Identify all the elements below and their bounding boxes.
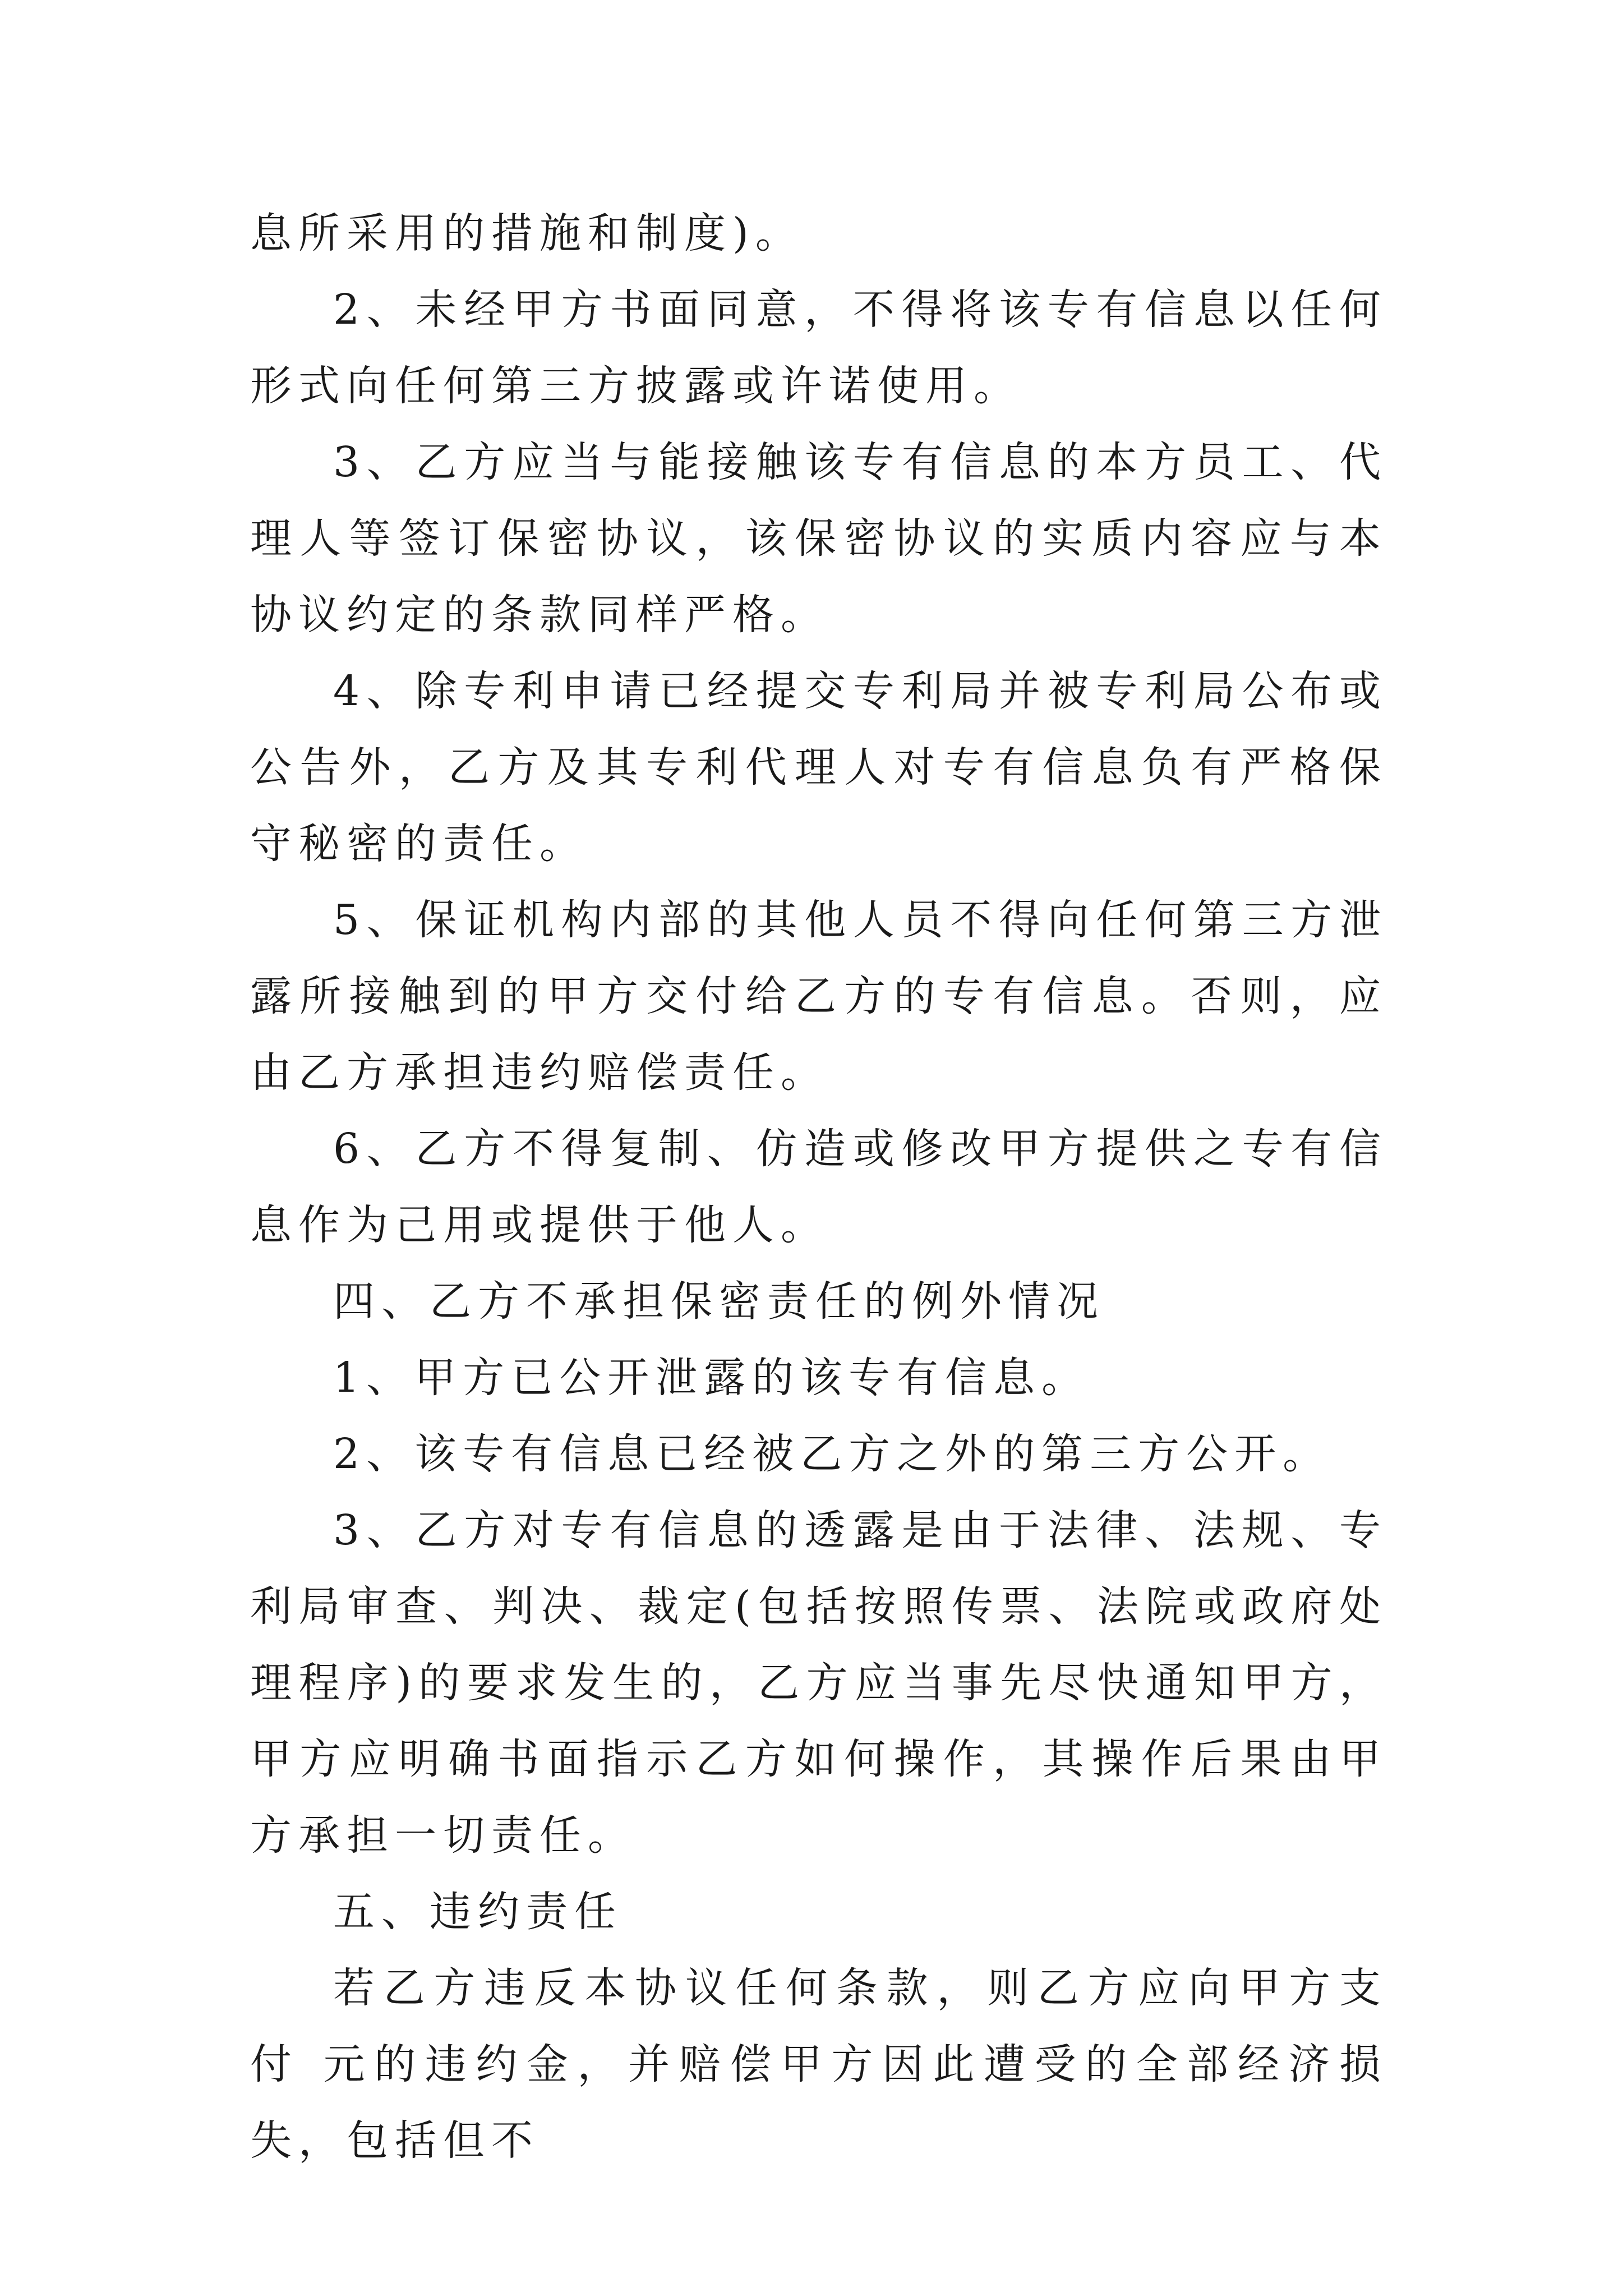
paragraph-clause-4: 4、除专利申请已经提交专利局并被专利局公布或公告外，乙方及其专利代理人对专有信息负有严格保守秘密的责任。 [250,667,1387,868]
paragraph-clause-2: 2、未经甲方书面同意，不得将该专有信息以任何形式向任何第三方披露或许诺使用。 [250,286,1387,410]
paragraph-clause-5: 5、保证机构内部的其他人员不得向任何第三方泄露所接触到的甲方交付给乙方的专有信息。否则，应由乙方承担违约赔偿责任。 [250,896,1387,1097]
section-heading-liability: 五、违约责任 [333,1888,623,1936]
paragraph-clause-3: 3、乙方应当与能接触该专有信息的本方员工、代理人等签订保密协议，该保密协议的实质内容应与本协议约定的条款同样严格。 [250,438,1387,639]
paragraph-exception-2: 2、该专有信息已经被乙方之外的第三方公开。 [333,1430,1331,1478]
document-body [250,195,1387,2179]
paragraph-continuation: 息所采用的措施和制度)。 [250,209,804,257]
paragraph-liability: 若乙方违反本协议任何条款，则乙方应向甲方支付 元的违约金，并赔偿甲方因此遭受的全部经济损失，包括但不 [250,1964,1387,2165]
paragraph-exception-1: 1、甲方已公开泄露的该专有信息。 [333,1354,1090,1402]
paragraph-clause-6: 6、乙方不得复制、仿造或修改甲方提供之专有信息作为己用或提供于他人。 [250,1125,1387,1249]
paragraph-exception-3: 3、乙方对专有信息的透露是由于法律、法规、专利局审查、判决、裁定(包括按照传票、法院或政府处理程序)的要求发生的，乙方应当事先尽快通知甲方，甲方应明确书面指示乙方如何操作，其操作后果由甲方承担一切责任。 [250,1506,1387,1860]
section-heading-exceptions: 四、乙方不承担保密责任的例外情况 [333,1277,1105,1326]
